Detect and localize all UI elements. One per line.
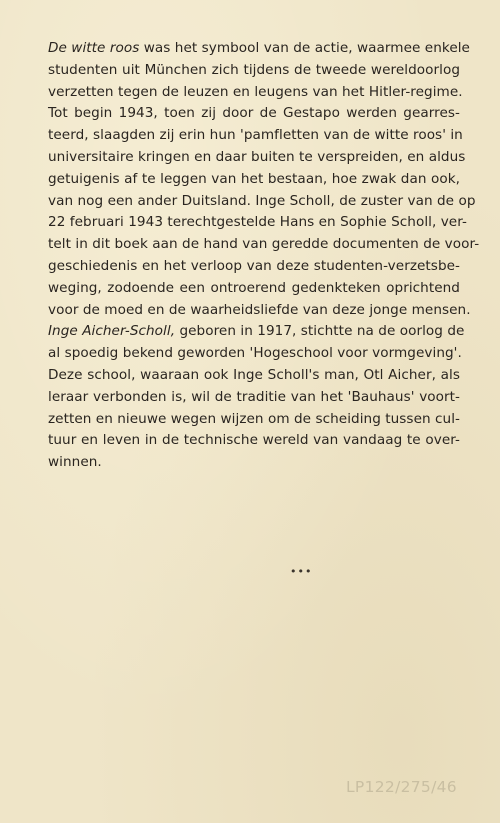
blurb-text xyxy=(48,38,480,474)
blurb-line xyxy=(48,234,480,256)
blurb-line-text: tuur en leven in de technische wereld van vandaag te over- xyxy=(48,432,460,449)
blurb-line-text: leraar verbonden is, wil de traditie van het 'Bauhaus' voort- xyxy=(48,388,460,405)
blurb-line xyxy=(48,169,460,191)
blurb-line-text: telt in dit boek aan de hand van geredde documenten de voor- xyxy=(48,236,480,253)
blurb-line-text: verzetten tegen de leuzen en leugens van het Hitler-regime. xyxy=(48,83,463,100)
blurb-line-text: winnen. xyxy=(48,454,102,471)
blurb-line xyxy=(48,60,460,82)
blurb-line xyxy=(48,147,466,169)
blurb-line xyxy=(48,278,460,300)
blurb-line-text: teerd, slaagden zij erin hun 'pamfletten van de witte roos' in xyxy=(48,127,463,144)
blurb-line xyxy=(48,409,460,431)
blurb-line xyxy=(48,365,460,387)
blurb-line-text: Deze school, waaraan ook Inge Scholl's man, Otl Aicher, als xyxy=(48,366,460,383)
blurb-line xyxy=(48,256,460,278)
blurb-line-text: getuigenis af te leggen van het bestaan, hoe zwak dan ook, xyxy=(48,170,460,187)
blurb-italic-phrase: De witte roos xyxy=(48,40,140,56)
blurb-line xyxy=(48,387,460,409)
blurb-line-text: geboren in 1917, stichtte na de oorlog de xyxy=(175,323,465,340)
blurb-line-text: Tot begin 1943, toen zij door de Gestapo werden gearres- xyxy=(48,105,460,122)
blurb-line xyxy=(48,452,460,474)
blurb-line-text: zetten en nieuwe wegen wijzen om de scheiding tussen cul- xyxy=(48,410,460,427)
blurb-line xyxy=(48,300,471,322)
blurb-line xyxy=(48,212,467,234)
blurb-line xyxy=(48,125,463,147)
blurb-line-text: 22 februari 1943 terechtgestelde Hans en Sophie Scholl, ver- xyxy=(48,214,467,231)
blurb-line xyxy=(48,430,460,452)
blurb-line-text: al spoedig bekend geworden 'Hogeschool voor vormgeving'. xyxy=(48,345,462,362)
price-code-stamp: LP122/275/46 xyxy=(346,778,457,796)
blurb-line-text: geschiedenis en het verloop van deze studenten-verzetsbe- xyxy=(48,257,460,274)
blurb-line-text: studenten uit München zich tijdens de tweede wereldoorlog xyxy=(48,61,460,78)
blurb-line xyxy=(48,103,460,125)
blurb-line-text: weging, zodoende een ontroerend gedenkteken oprichtend xyxy=(48,279,460,296)
blurb-line xyxy=(48,38,470,60)
blurb-line-text: van nog een ander Duitsland. Inge Scholl, de zuster van de op xyxy=(48,192,476,209)
blurb-line xyxy=(48,321,465,343)
blurb-line-text: was het symbool van de actie, waarmee enkele xyxy=(139,40,470,56)
ornament-dots: ••• xyxy=(290,565,313,578)
blurb-italic-phrase: Inge Aicher-Scholl, xyxy=(48,323,176,340)
blurb-line xyxy=(48,82,463,104)
blurb-line-text: universitaire kringen en daar buiten te verspreiden, en aldus xyxy=(48,148,466,165)
blurb-line-text: voor de moed en de waarheidsliefde van deze jonge mensen. xyxy=(48,301,471,318)
blurb-line xyxy=(48,191,476,213)
blurb-line xyxy=(48,343,460,365)
